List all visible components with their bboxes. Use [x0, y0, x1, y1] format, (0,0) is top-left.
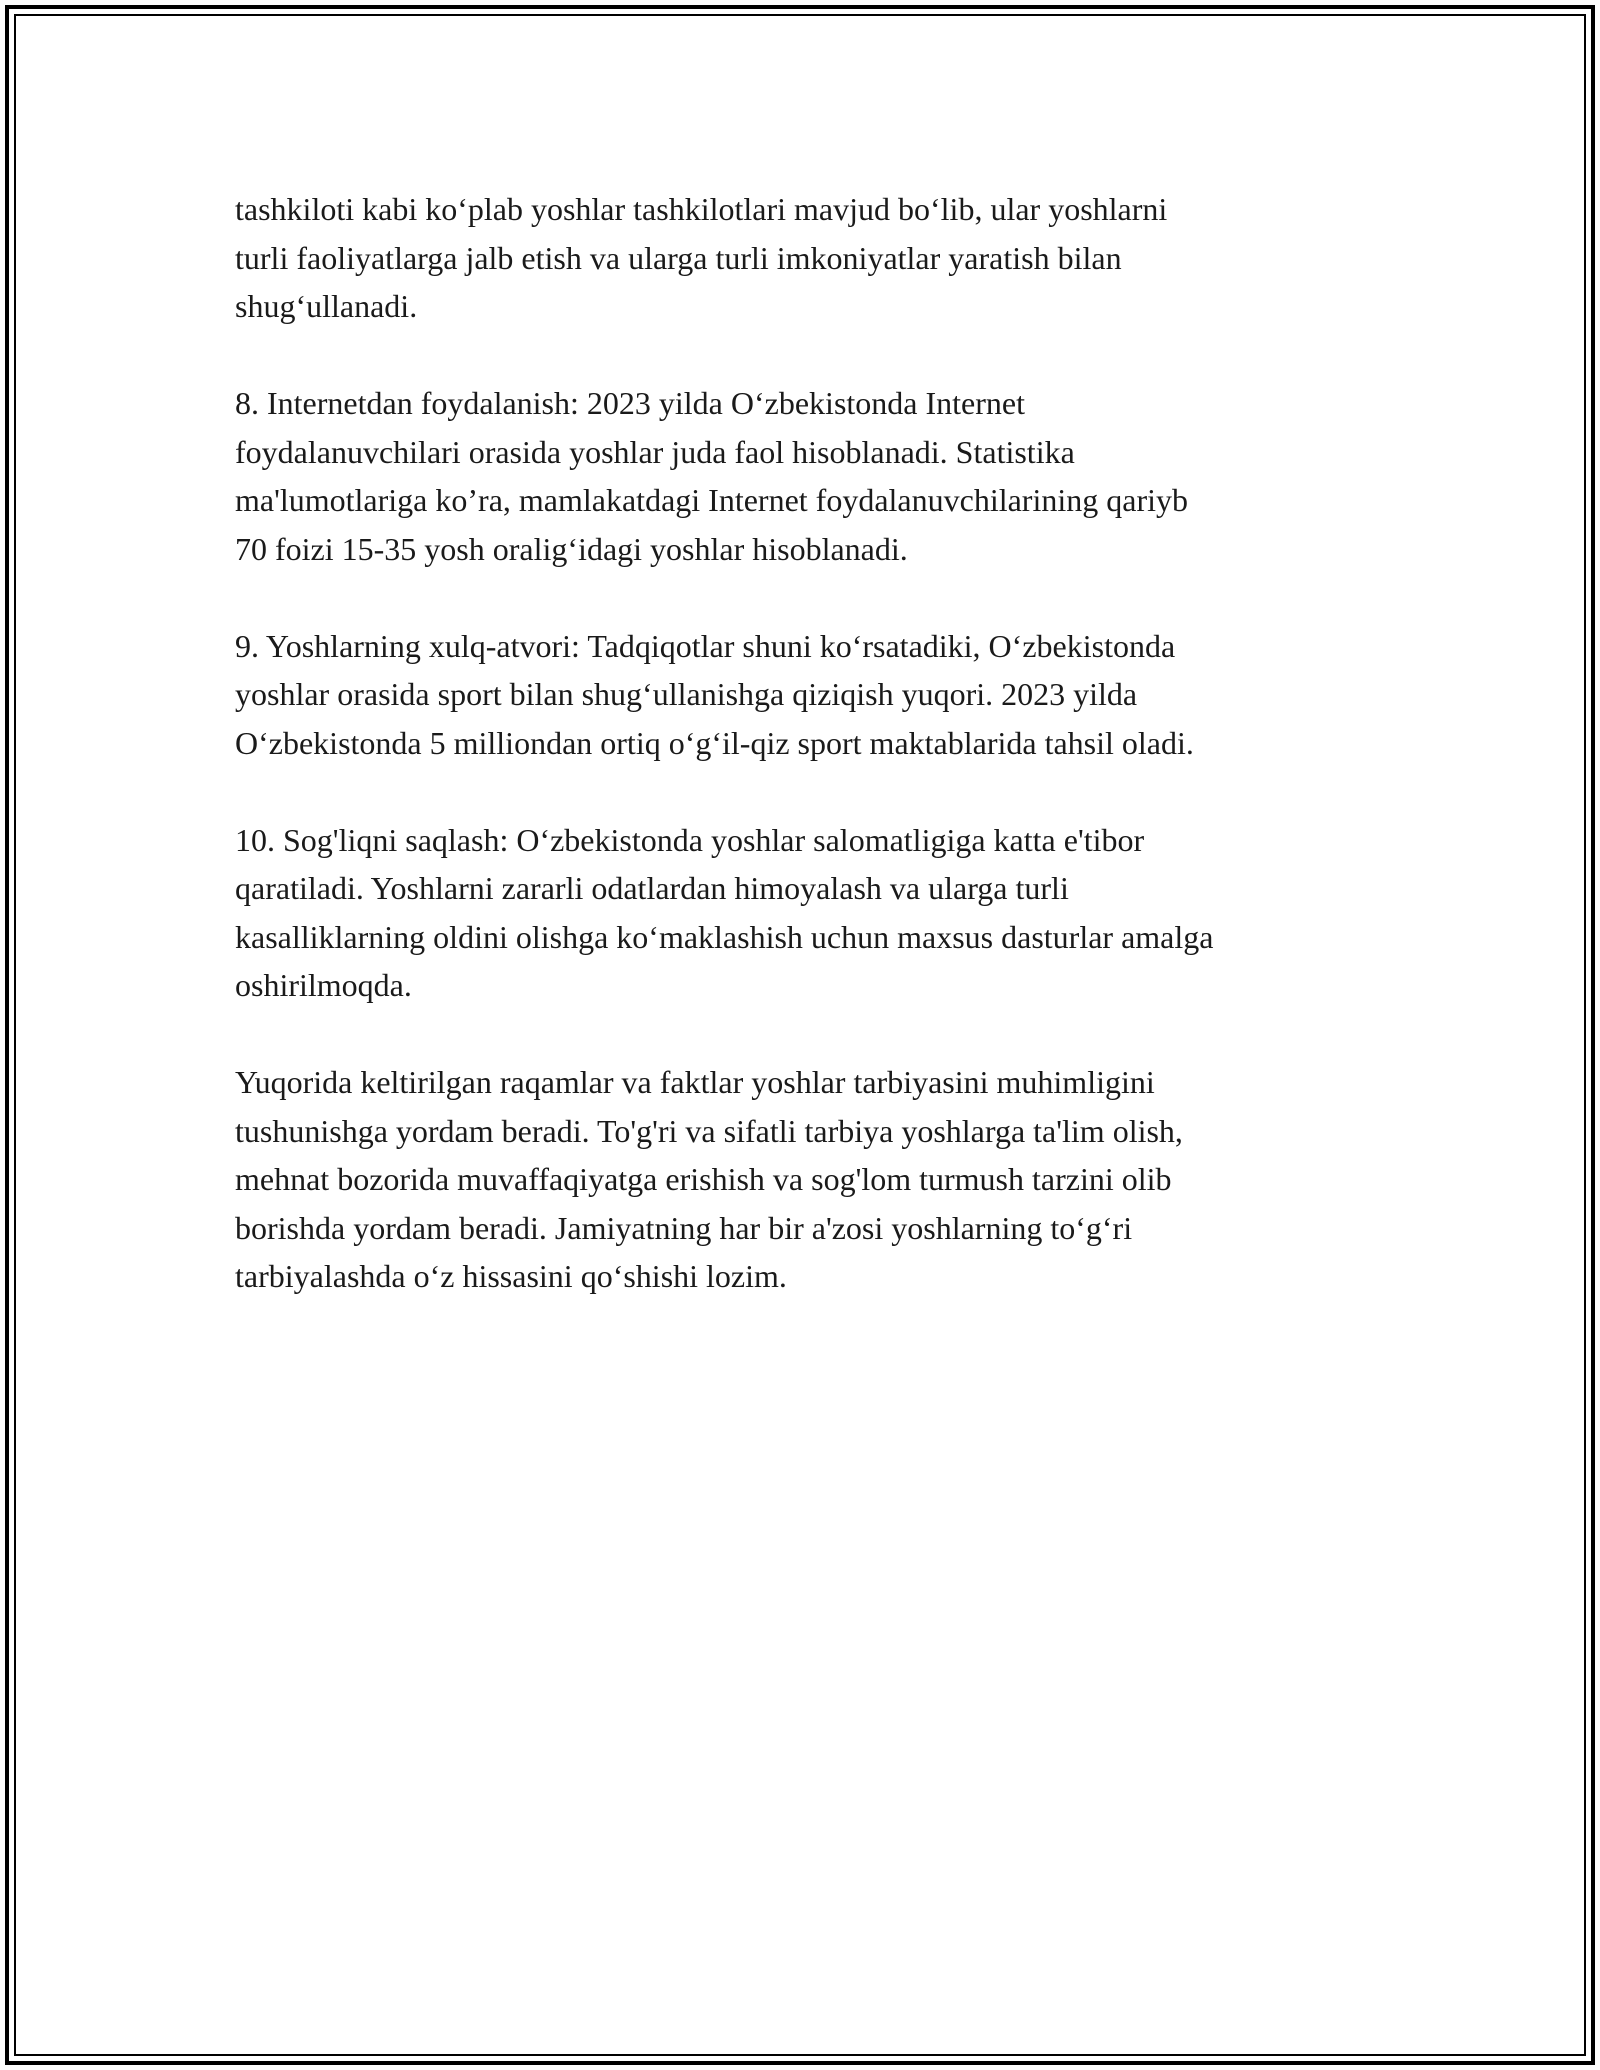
paragraph-youth-organizations: tashkiloti kabi ko‘plab yoshlar tashkilotlari mavjud bo‘lib, ular yoshlarni turli faoliyatlarga jalb etish va ularga turli imkoniyatlar yaratish bilan shug‘ullanadi. — [235, 191, 1168, 324]
paragraph-conclusion: Yuqorida keltirilgan raqamlar va faktlar yoshlar tarbiyasini muhimligini tushunishga yordam beradi. To'g'ri va sifatli tarbiya yoshlarga ta'lim olish, mehnat bozorida muvaffaqiyatga erishish va sog'lom turmush tarzini olib borishda yordam beradi. Jamiyatning har bir a'zosi yoshlarning to‘g‘ri tarbiyalashda o‘z hissasini qo‘shishi lozim. — [235, 1064, 1183, 1294]
document-body — [235, 185, 1370, 1301]
paragraph-internet-usage: 8. Internetdan foydalanish: 2023 yilda O‘zbekistonda Internet foydalanuvchilari orasida yoshlar juda faol hisoblanadi. Statistika ma'lumotlariga ko’ra, mamlakatdagi Internet foydalanuvchilarining qariyb 70 foizi 15-35 yosh oralig‘idagi yoshlar hisoblanadi. — [235, 385, 1188, 567]
paragraph-health-care: 10. Sog'liqni saqlash: O‘zbekistonda yoshlar salomatligiga katta e'tibor qaratiladi. Yoshlarni zararli odatlardan himoyalash va ularga turli kasalliklarning oldini olishga ko‘maklashish uchun maxsus dasturlar amalga oshirilmoqda. — [235, 821, 1214, 1003]
paragraph-youth-behavior: 9. Yoshlarning xulq-atvori: Tadqiqotlar shuni ko‘rsatadiki, O‘zbekistonda yoshlar orasida sport bilan shug‘ullanishga qiziqish yuqori. 2023 yilda O‘zbekistonda 5 milliondan ortiq o‘g‘il-qiz sport maktablarida tahsil oladi. — [235, 627, 1194, 761]
